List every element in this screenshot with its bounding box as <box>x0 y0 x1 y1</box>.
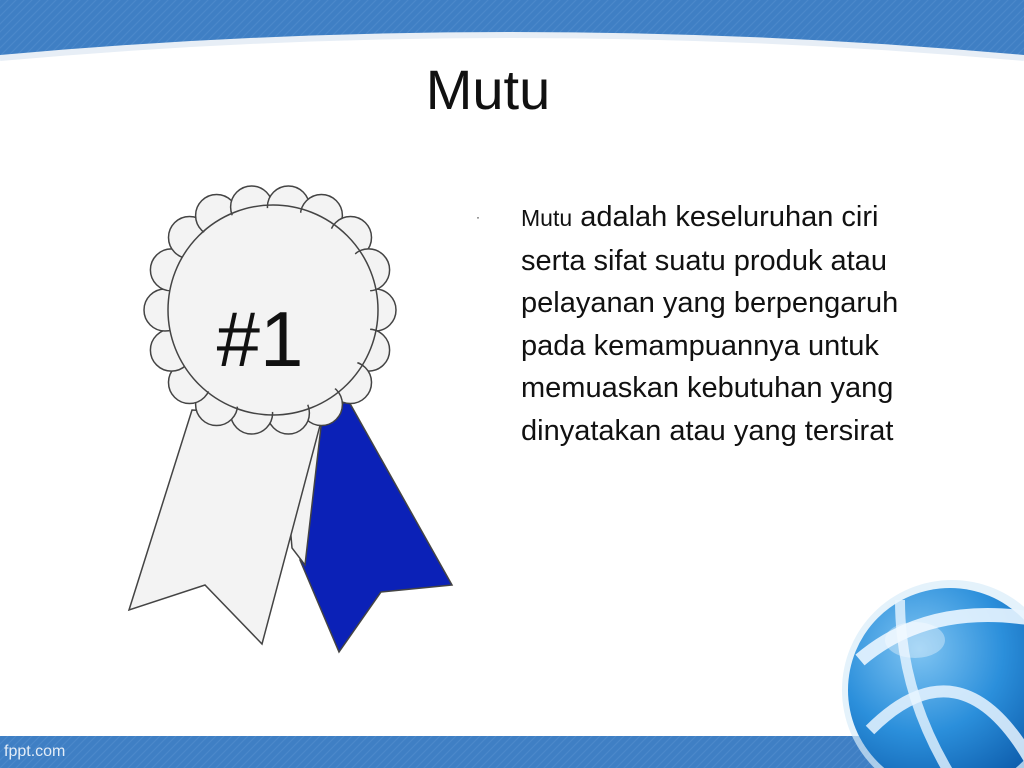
slide-title: Mutu <box>425 58 551 121</box>
award-number-label: #1 <box>216 295 304 383</box>
bullet-term: Mutu <box>521 205 573 231</box>
bullet-body: adalah keseluruhan ciri serta sifat suatu produk atau pelayanan yang berpengaruh pada kemampuannya untuk memuaskan kebutuhan yang dinyatakan atau yang tersirat <box>521 201 899 447</box>
bullet-item <box>521 196 941 452</box>
bullet-marker: · <box>476 210 480 224</box>
footer-brand: fppt.com <box>4 743 66 760</box>
